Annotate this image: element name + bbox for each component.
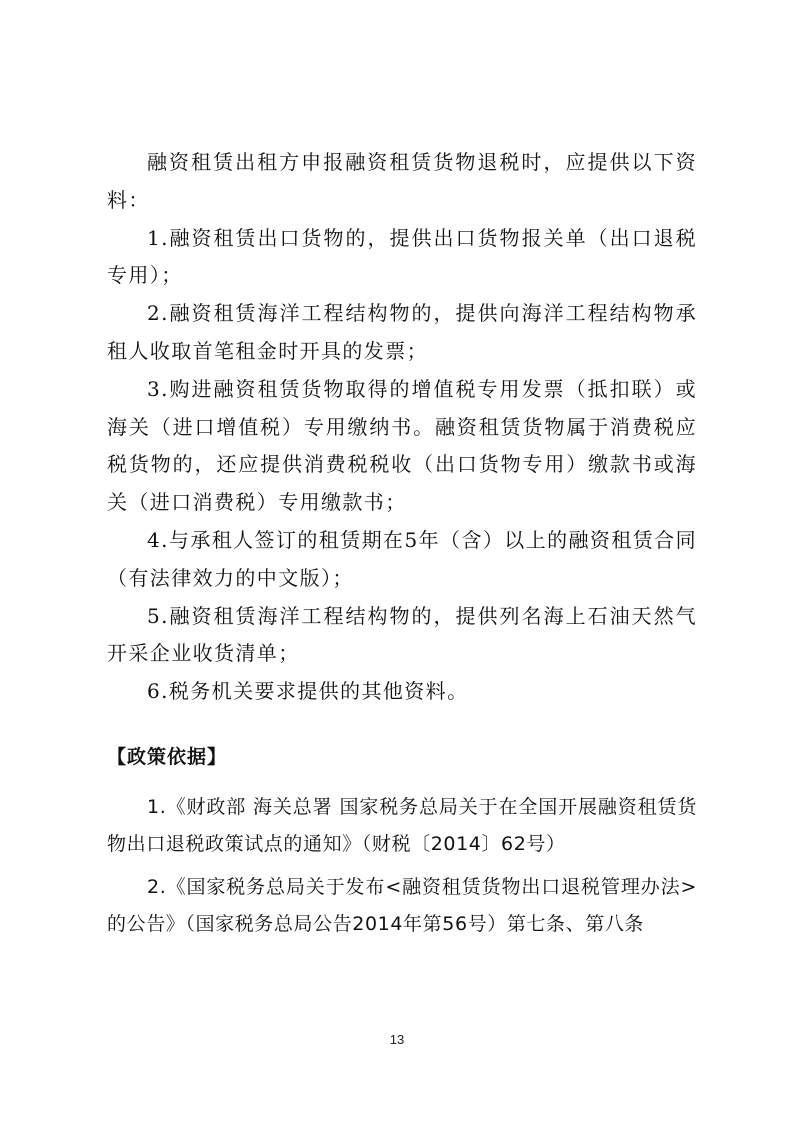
policy-basis-list [107,789,697,949]
materials-section [107,144,697,711]
material-item-2: 2.融资租赁海洋工程结构物的，提供向海洋工程结构物承租人收取首笔租金时开具的发票； [107,301,697,363]
material-item-3: 3.购进融资租赁货物取得的增值税专用发票（抵扣联）或海关（进口增值税）专用缴纳书。融资租赁货物属于消费税应税货物的，还应提供消费税税收（出口货物专用）缴款书或海关（进口消费税）专用缴款书； [107,376,697,515]
materials-intro: 融资租赁出租方申报融资租赁货物退税时，应提供以下资料： [107,150,697,212]
page-number: 13 [389,1032,405,1047]
material-item-4: 4.与承租人签订的租赁期在5年（含）以上的融资租赁合同（有法律效力的中文版）； [107,527,697,590]
policy-basis-heading: 【政策依据】 [107,746,228,768]
policy-basis-item-2: 2.《国家税务总局关于发布<融资租赁货物出口退税管理办法>的公告》（国家税务总局公告2014年第56号）第七条、第八条 [107,876,697,935]
material-item-5: 5.融资租赁海洋工程结构物的，提供列名海上石油天然气开采企业收货清单； [107,603,697,666]
material-item-1: 1.融资租赁出口货物的，提供出口货物报关单（出口退税专用）； [107,225,697,288]
material-item-6: 6.税务机关要求提供的其他资料。 [147,679,469,704]
policy-basis-item-1: 1.《财政部 海关总署 国家税务总局关于在全国开展融资租赁货物出口退税政策试点的通知》（财税〔2014〕62号） [107,796,697,855]
